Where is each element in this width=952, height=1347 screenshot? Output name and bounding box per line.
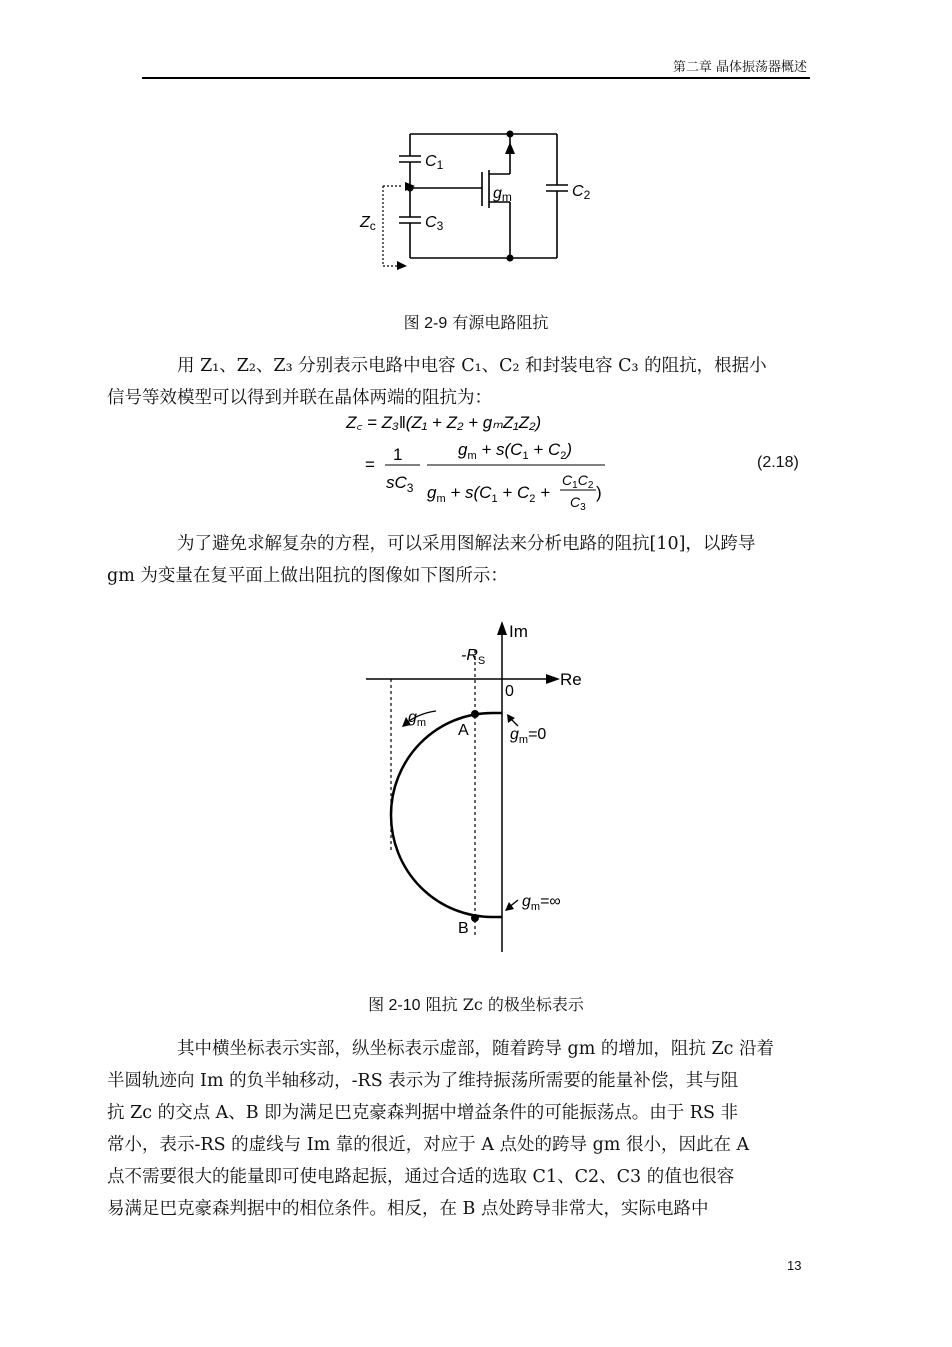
gm-inf-label: $g_m=\infty$ bbox=[522, 893, 561, 913]
svg-text:=: = bbox=[365, 455, 375, 474]
circuit-diagram bbox=[355, 120, 605, 280]
zc-label: Zc bbox=[360, 214, 376, 233]
c2-label: C2 bbox=[572, 183, 591, 202]
header-rule bbox=[142, 77, 810, 79]
svg-text:gm + s(C1 + C2 +: $g_m + s(C_1 + C_2$ + bbox=[427, 483, 551, 505]
origin-label: 0 bbox=[505, 683, 514, 700]
impedance-plot bbox=[360, 615, 600, 960]
paragraph-3-line-5: 点不需要很大的能量即可使电路起振，通过合适的选取 C1、C2、C3 的值也很容 bbox=[107, 1167, 735, 1187]
svg-text:): ) bbox=[596, 483, 602, 502]
paragraph-1-line-1: 用 Z₁、Z₂、Z₃ 分别表示电路中电容 C₁、C₂ 和封装电容 C₃ 的阻抗，根据小 bbox=[177, 356, 767, 376]
page-header: 第二章 晶体振荡器概述 bbox=[672, 60, 807, 75]
c3-label: C3 bbox=[425, 214, 444, 233]
svg-text:1: 1 bbox=[393, 445, 403, 464]
equation-line-1: Z꜀ = Z₃‖(Z₁ + Z₂ + gₘZ₁Z₂) bbox=[346, 413, 542, 432]
re-label: Re bbox=[560, 670, 582, 689]
svg-text:gm + s(C1 + C2): $g_m + s(C_1 + C_2)$ bbox=[458, 440, 573, 462]
point-b bbox=[471, 914, 479, 922]
gm-arrow-label: $g_m$ bbox=[408, 709, 427, 729]
figure-caption-1: 图 2-9 有源电路阻抗 bbox=[403, 313, 549, 332]
equation-2-18 bbox=[330, 408, 630, 513]
paragraph-3 bbox=[107, 1033, 810, 1225]
point-a bbox=[471, 710, 479, 718]
paragraph-3-line-3: 抗 Zc 的交点 A、B 即为满足巴克豪森判据中增益条件的可能振荡点。由于 RS 非 bbox=[107, 1103, 738, 1123]
paragraph-3-line-2: 半圆轨迹向 Im 的负半轴移动，-RS 表示为了维持振荡所需要的能量补偿，其与阻 bbox=[107, 1071, 739, 1091]
equation-number: (2.18) bbox=[757, 454, 799, 471]
paragraph-1 bbox=[107, 350, 810, 414]
gm-zero-label: $g_m=0$ bbox=[510, 726, 547, 746]
re-axis-arrow bbox=[546, 674, 560, 684]
paragraph-1-line-2: 信号等效模型可以得到并联在晶体两端的阻抗为： bbox=[107, 388, 492, 408]
paragraph-3-line-1: 其中横坐标表示实部，纵坐标表示虚部，随着跨导 gm 的增加，阻抗 Zc 沿着 bbox=[177, 1039, 775, 1059]
a-label: A bbox=[458, 722, 469, 739]
paragraph-2 bbox=[107, 528, 810, 592]
figure-caption-2: 图 2-10 阻抗 Zc 的极坐标表示 bbox=[368, 995, 584, 1014]
paragraph-2-line-1: 为了避免求解复杂的方程，可以采用图解法来分析电路的阻抗[10]，以跨导 bbox=[177, 534, 756, 554]
im-axis-arrow bbox=[497, 621, 507, 635]
im-label: Im bbox=[509, 622, 528, 641]
svg-text:C1C2: $C_1C_2$ bbox=[562, 472, 594, 491]
c1-label: C1 bbox=[425, 153, 444, 172]
svg-text:C3: $C_3$ bbox=[570, 494, 586, 513]
paragraph-3-line-4: 常小，表示-RS 的虚线与 Im 靠的很近，对应于 A 点处的跨导 gm 很小，因此在 A bbox=[107, 1135, 750, 1155]
paragraph-3-line-6: 易满足巴克豪森判据中的相位条件。相反，在 B 点处跨导非常大，实际电路中 bbox=[107, 1199, 709, 1219]
gm-label: gm bbox=[493, 185, 512, 204]
paragraph-2-line-2: gm 为变量在复平面上做出阻抗的图像如下图所示： bbox=[107, 566, 508, 586]
page-number: 13 bbox=[787, 1258, 802, 1273]
svg-text:sC3: $sC_3$ bbox=[386, 473, 414, 495]
b-label: B bbox=[458, 920, 469, 937]
rs-label: $-R_S$ bbox=[461, 647, 486, 667]
